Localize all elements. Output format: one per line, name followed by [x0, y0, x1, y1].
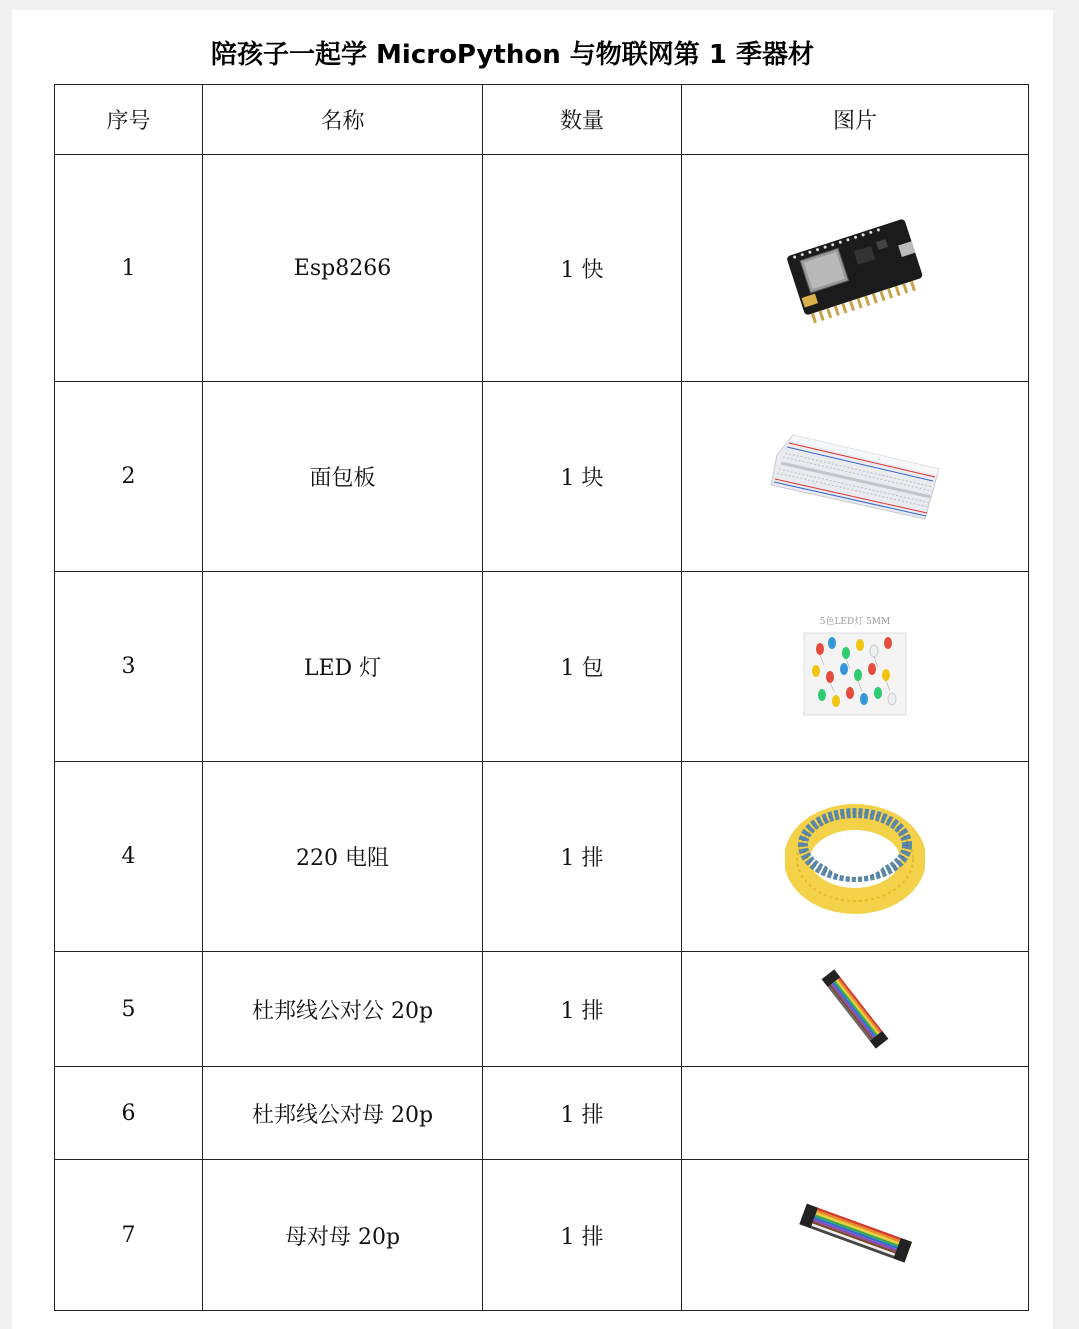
equipment-table: [54, 84, 1029, 1311]
table-row: [55, 952, 1029, 1067]
header-name: 名称: [203, 85, 483, 155]
document-page: [12, 10, 1053, 1329]
row-index: 5: [55, 952, 203, 1067]
row-index: 1: [55, 155, 203, 382]
row-image-cell: [682, 1160, 1029, 1311]
row-index: 3: [55, 572, 203, 762]
header-image: 图片: [682, 85, 1029, 155]
led-pack-caption: 5色LED灯 5MM: [819, 617, 891, 627]
row-quantity: 1 排: [483, 952, 682, 1067]
breadboard-icon: [765, 427, 945, 527]
row-quantity: 1 排: [483, 1067, 682, 1160]
row-index: 7: [55, 1160, 203, 1311]
row-name: LED 灯: [203, 572, 483, 762]
row-index: 4: [55, 762, 203, 952]
row-name: 面包板: [203, 382, 483, 572]
row-name: 母对母 20p: [203, 1160, 483, 1311]
table-row: [55, 1160, 1029, 1311]
page-title: 陪孩子一起学 MicroPython 与物联网第 1 季器材: [211, 40, 814, 70]
header-index: 序号: [55, 85, 203, 155]
row-quantity: 1 包: [483, 572, 682, 762]
row-image-cell: [682, 952, 1029, 1067]
table-row: [55, 1067, 1029, 1160]
row-quantity: 1 快: [483, 155, 682, 382]
row-name: Esp8266: [203, 155, 483, 382]
table-row: [55, 382, 1029, 572]
header-quantity: 数量: [483, 85, 682, 155]
table-row: [55, 572, 1029, 762]
row-image-cell: [682, 382, 1029, 572]
row-image-cell: [682, 155, 1029, 382]
row-image-cell: [682, 572, 1029, 762]
table-row: [55, 762, 1029, 952]
led-pack-icon: [800, 629, 910, 719]
esp8266-board-icon: [775, 208, 935, 328]
row-image-cell-empty: [682, 1067, 1029, 1160]
row-quantity: 1 块: [483, 382, 682, 572]
dupont-cable-icon: [805, 959, 905, 1059]
resistor-roll-icon: [785, 797, 925, 917]
table-row: [55, 155, 1029, 382]
row-quantity: 1 排: [483, 762, 682, 952]
row-quantity: 1 排: [483, 1160, 682, 1311]
table-header-row: [55, 85, 1029, 155]
row-name: 杜邦线公对公 20p: [203, 952, 483, 1067]
row-name: 杜邦线公对母 20p: [203, 1067, 483, 1160]
row-index: 2: [55, 382, 203, 572]
row-name: 220 电阻: [203, 762, 483, 952]
row-index: 6: [55, 1067, 203, 1160]
row-image-cell: [682, 762, 1029, 952]
dupont-ribbon-icon: [795, 1190, 915, 1280]
